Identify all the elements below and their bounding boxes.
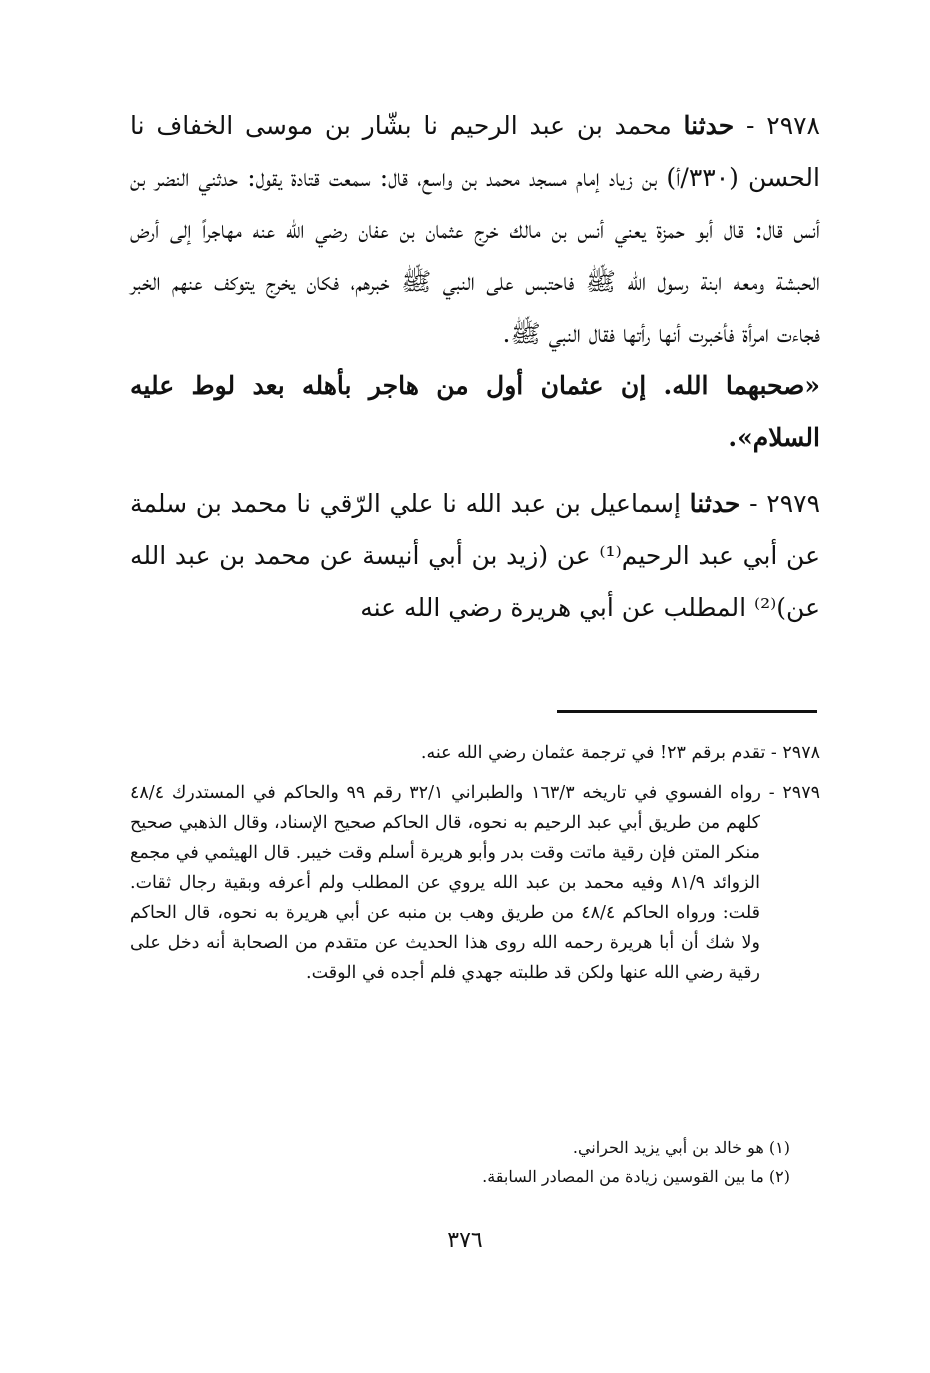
footnotes [130,738,820,1002]
footnote-2979 [130,778,820,988]
sub-footnote-2: (٢) ما بين القوسين زيادة من المصادر السابقة. [482,1167,790,1186]
hadith-2978-lead: حدثنا [683,111,735,140]
footnote-divider [557,710,817,713]
hadith-2978-text: محمد بن عبد الرحيم نا بشّار بن موسى الخفاف نا الحسن (٣٣٠/أ) بن زياد إمام مسجد محمد بن واسع، قال: سمعت قتادة يقول: حدثني النضر بن أنس قال: قال أبو حمزة يعني أنس بن مالك خرج عثمان بن عفان رضي الله عنه مهاجراً إلى أرض الحبشة ومعه ابنة رسول الله ﷺ فاحتبس على النبي ﷺ خبرهم، فكان يخرج يتوكف عنهم الخبر فجاءت امرأة فأخبرت أنها رأتها فقال النبي ﷺ. [130,111,820,348]
hadith-2979: ٢٩٧٩ - حدثنا إسماعيل بن عبد الله نا علي الرّقي نا محمد بن سلمة عن أبي عبد الرحيم⁽¹⁾ عن (زيد بن أبي أنيسة عن محمد بن عبد الله عن)⁽²⁾ المطلب عن أبي هريرة رضي الله عنه [130,489,821,622]
footnote-2978-number: ٢٩٧٨ - [770,743,820,763]
sub-footnote-1: (١) هو خالد بن أبي يزيد الحراني. [572,1138,790,1157]
hadith-2979-lead: حدثنا [689,489,741,518]
page-number: ٣٧٦ [447,1228,483,1253]
hadith-2979-text: إسماعيل بن عبد الله نا علي الرّقي نا محمد بن سلمة عن أبي عبد الرحيم⁽¹⁾ عن (زيد بن أبي أنيسة عن محمد بن عبد الله عن)⁽²⁾ المطلب عن أبي هريرة رضي الله عنه [130,489,821,622]
main-text [130,100,820,634]
footnote-2979-text: رواه الفسوي في تاريخه ١٦٣/٣ والطبراني ٣٢/١ رقم ٩٩ والحاكم في المستدرك ٤٨/٤ كلهم من طريق أبي عبد الرحيم به نحوه، قال الحاكم صحيح الإسناد، وقال الذهبي صحيح منكر المتن فإن رقية ماتت وقت بدر وأبو هريرة أسلم وقت خيبر. قال الهيثمي في مجمع الزوائد ٨١/٩ وفيه محمد بن عبد الله يروي عن المطلب ولم أعرفه وبقية رجال ثقات. قلت: ورواه الحاكم ٤٨/٤ من طريق وهب بن منبه عن أبي هريرة به نحوه، قال الحاكم ولا شك أن أبا هريرة رحمه الله روى هذا الحديث عن متقدم من الصحابة أنه دخل على رقية رضي الله عنها ولكن قد طلبته جهدي فلم أجده في الوقت. [130,783,762,983]
footnote-2978-text: تقدم برقم ٢٣! في ترجمة عثمان رضي الله عنه. [420,743,766,763]
hadith-2979-number: ٢٩٧٩ [766,489,821,518]
footnote-2978 [130,738,820,768]
sub-footnotes [130,1133,790,1191]
footnote-2979-number: ٢٩٧٩ - [768,783,821,803]
hadith-2978-quote: «صحبهما الله. إن عثمان أول من هاجر بأهله بعد لوط عليه السلام». [130,371,820,452]
hadith-2978: ٢٩٧٨ - حدثنا محمد بن عبد الرحيم نا بشّار بن موسى الخفاف نا الحسن (٣٣٠/أ) بن زياد إمام مسجد محمد بن واسع، قال: سمعت قتادة يقول: حدثني النضر بن أنس قال: قال أبو حمزة يعني أنس بن مالك خرج عثمان بن عفان رضي الله عنه مهاجراً إلى أرض الحبشة ومعه ابنة رسول الله ﷺ فاحتبس على النبي ﷺ خبرهم، فكان يخرج يتوكف عنهم الخبر فجاءت امرأة فأخبرت أنها رأتها فقال النبي ﷺ. [130,111,820,348]
hadith-2978-number: ٢٩٧٨ [766,111,820,140]
